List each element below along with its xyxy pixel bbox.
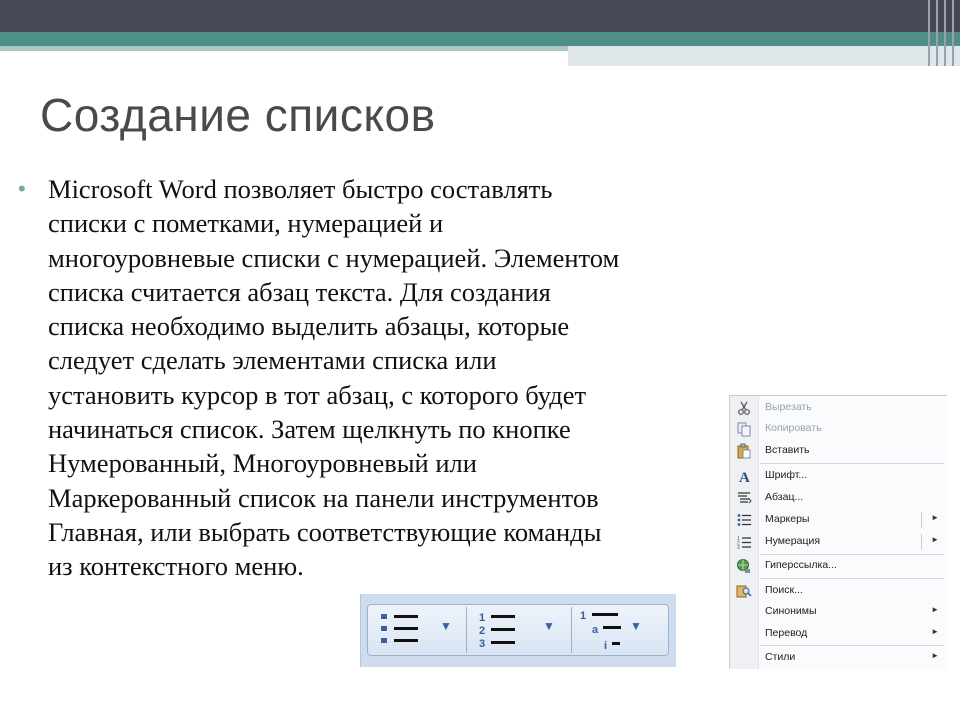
dropdown-arrow-icon[interactable]: ▼	[440, 619, 452, 633]
menu-item-bullets[interactable]	[730, 510, 947, 530]
menu-separator	[760, 578, 944, 579]
menu-item-copy[interactable]	[730, 419, 947, 439]
numbered-list-button[interactable]	[467, 605, 571, 655]
submenu-divider	[921, 534, 922, 550]
multilevel-glyph: 1	[580, 610, 587, 622]
menu-item-synonyms[interactable]	[730, 602, 947, 622]
bullets-list-button[interactable]	[368, 605, 466, 655]
multilevel-list-button[interactable]	[572, 605, 667, 655]
menu-separator	[760, 554, 944, 555]
submenu-arrow-icon: ►	[931, 535, 939, 544]
svg-text:A: A	[739, 470, 750, 484]
menu-item-research[interactable]	[730, 581, 947, 601]
header-stripes	[926, 0, 956, 66]
body-line: Маркерованный список на панели инструментов	[48, 482, 599, 513]
menu-item-label: Стили	[765, 651, 796, 663]
body-line: Нумерованный, Многоуровневый или	[48, 448, 477, 479]
scissors-icon	[736, 400, 752, 416]
menu-item-translate[interactable]	[730, 624, 947, 644]
svg-text:1: 1	[737, 536, 740, 542]
multilevel-glyph: i	[604, 640, 608, 652]
menu-item-label: Абзац...	[765, 491, 804, 503]
numbering-icon	[467, 605, 571, 655]
body-line: Главная, или выбрать соответствующие команды	[48, 516, 602, 547]
menu-item-label: Поиск...	[765, 584, 803, 596]
body-line: списка считается абзац текста. Для создания	[48, 276, 551, 307]
submenu-arrow-icon: ►	[931, 513, 939, 522]
submenu-divider	[921, 512, 922, 528]
header-bar	[0, 0, 960, 32]
context-menu	[729, 395, 947, 669]
body-line: начинаться список. Затем щелкнуть по кнопке	[48, 414, 571, 445]
header-light-band	[568, 46, 960, 66]
menu-item-label: Синонимы	[765, 605, 817, 617]
menu-item-label: Шрифт...	[765, 469, 808, 481]
list-button-group	[367, 604, 669, 656]
menu-item-label: Нумерация	[765, 535, 821, 547]
svg-text:3: 3	[737, 545, 740, 550]
menu-item-label: Маркеры	[765, 513, 810, 525]
menu-item-label: Перевод	[765, 627, 808, 639]
bullets-icon	[736, 512, 752, 528]
body-line: следует сделать элементами списка или	[48, 345, 497, 376]
body-line: из контекстного меню.	[48, 551, 304, 582]
number-glyph: 3	[479, 638, 486, 650]
submenu-arrow-icon: ►	[931, 627, 939, 636]
menu-separator	[760, 645, 944, 646]
numbering-icon	[736, 534, 752, 550]
menu-separator	[760, 463, 944, 464]
menu-item-paragraph[interactable]	[730, 488, 947, 508]
slide-title: Создание списков	[40, 89, 436, 141]
multilevel-glyph: a	[592, 624, 599, 636]
number-glyph: 2	[479, 625, 486, 637]
body-line: списка необходимо выделить абзацы, которые	[48, 311, 570, 342]
menu-item-label: Гиперссылка...	[765, 559, 837, 571]
bullet-marker: •	[18, 176, 26, 201]
menu-item-paste[interactable]	[730, 441, 947, 461]
dropdown-arrow-icon[interactable]: ▼	[543, 619, 555, 633]
body-line: Microsoft Word позволяет быстро составлять	[48, 174, 553, 204]
menu-item-font[interactable]	[730, 466, 947, 486]
research-icon	[736, 583, 752, 599]
menu-item-cut[interactable]	[730, 398, 947, 418]
list-toolbar	[360, 594, 676, 667]
body-line: установить курсор в тот абзац, с которого будет	[48, 379, 587, 410]
menu-item-label: Копировать	[765, 422, 822, 434]
body-line: многоуровневые списки с нумерацией. Элементом	[48, 242, 620, 273]
number-glyph: 1	[479, 612, 486, 624]
dropdown-arrow-icon[interactable]: ▼	[630, 619, 642, 633]
submenu-arrow-icon: ►	[931, 651, 939, 660]
svg-text:2: 2	[737, 540, 740, 547]
font-icon	[736, 468, 752, 484]
submenu-arrow-icon: ►	[931, 605, 939, 614]
menu-item-styles[interactable]	[730, 648, 947, 668]
paragraph-icon	[736, 490, 752, 506]
header-accent-bar	[0, 32, 960, 46]
body-line: списки с пометками, нумерацией и	[48, 208, 444, 239]
menu-item-hyperlink[interactable]	[730, 556, 947, 576]
paste-icon	[736, 443, 752, 459]
menu-item-label: Вырезать	[765, 401, 812, 413]
slide-body-text	[48, 172, 738, 584]
copy-icon	[736, 421, 752, 437]
menu-item-label: Вставить	[765, 444, 810, 456]
menu-item-numbering[interactable]	[730, 532, 947, 552]
multilevel-list-icon	[572, 605, 667, 655]
hyperlink-icon	[736, 558, 752, 574]
